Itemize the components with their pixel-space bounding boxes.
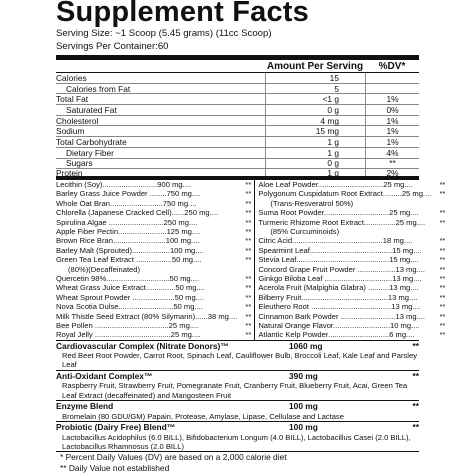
nutrient-table (56, 73, 419, 180)
supplement-facts-panel (56, 0, 446, 473)
ingredient-column-left (56, 180, 255, 340)
nutrient-row (56, 73, 419, 84)
nutrient-name: Dietary Fiber (66, 147, 114, 158)
ingredient-text: Natural Orange Flavor...........................10 mg.... (258, 320, 420, 330)
nutrient-name: Sodium (56, 126, 85, 137)
ingredient-row (258, 302, 445, 311)
ingredient-row (258, 330, 445, 339)
ingredient-row (258, 264, 445, 273)
blend-amount: 1060 mg (289, 340, 323, 351)
ingredient-text: Apple Fiber Pectin.......................125 mg.... (56, 227, 201, 237)
ingredient-row (56, 274, 251, 283)
nutrient-name: Protein (56, 167, 83, 178)
ingredient-dv-marker: ** (439, 292, 446, 302)
amount-header: Amount Per Serving (266, 60, 364, 72)
nutrient-name: Total Carbohydrate (56, 136, 127, 147)
blend-header (56, 401, 419, 412)
nutrient-amount: 1 g (265, 169, 365, 176)
blend-name: Enzyme Blend (56, 401, 114, 412)
ingredient-text: Polygonum Cuspidatum Root Extract.........25 mg.... (258, 189, 432, 199)
blend-dv-marker: ** (412, 340, 419, 351)
blend-name: Probiotic (Dairy Free) Blend™ (56, 422, 176, 433)
blend-header (56, 341, 419, 352)
servings-per-container: Servings Per Container:60 (56, 41, 169, 52)
nutrient-row (56, 116, 419, 127)
ingredient-row (258, 199, 445, 208)
ingredient-row (56, 283, 251, 292)
nutrient-name: Total Fat (56, 94, 89, 105)
nutrient-amount: 5 (265, 84, 365, 94)
ingredient-text: Cinnamon Bark Powder ..........................13 mg.... (258, 311, 426, 321)
ingredient-text: Concord Grape Fruit Powder ..................13 mg.... (258, 264, 426, 274)
blend-contents: Bromelain (80 GDU/GM) Papain, Protease, Amylase, Lipase, Cellulase and Lactase (62, 411, 344, 421)
column-header (56, 60, 419, 73)
nutrient-name: Calories (56, 72, 87, 83)
ingredient-text: Lecithin (Soy)..........................900 mg.... (56, 180, 192, 190)
ingredient-text: Eleuthero Root ......................................13 mg.... (258, 302, 421, 312)
blend-amount: 390 mg (289, 371, 318, 382)
ingredient-dv-marker: ** (439, 208, 446, 218)
ingredient-dv-marker: ** (245, 330, 252, 340)
ingredient-dv-marker: ** (439, 311, 446, 321)
ingredient-row (56, 199, 251, 208)
label-title: Supplement Facts (56, 0, 309, 28)
ingredient-dv-marker: ** (439, 330, 446, 340)
ingredient-dv-marker: ** (245, 320, 252, 330)
ingredient-text: Citric Acid...........................................18 mg.... (258, 236, 413, 246)
nutrient-dv: 0% (365, 105, 419, 115)
ingredient-dv-marker: ** (245, 311, 252, 321)
nutrient-amount: 4 mg (265, 116, 365, 126)
ingredient-row (56, 302, 251, 311)
ingredient-text: Bilberry Fruit.........................................13 mg.... (258, 292, 418, 302)
blend-header (56, 371, 419, 382)
blend-section (56, 401, 419, 422)
ingredient-row (56, 189, 251, 198)
ingredient-text: Barley Malt (Sprouted)..................100 mg.... (56, 245, 204, 255)
ingredient-grid (56, 180, 446, 341)
ingredient-row (56, 236, 251, 245)
ingredient-dv-marker: ** (439, 217, 446, 227)
ingredient-dv-marker: ** (245, 255, 252, 265)
ingredient-dv-marker: ** (245, 292, 252, 302)
ingredient-text: Bee Pollen ...................................25 mg.... (56, 320, 199, 330)
ingredient-row (56, 208, 251, 217)
blend-name: Cardiovascular Complex (Nitrate Donors)™ (56, 340, 229, 351)
ingredient-text: Ginkgo Biloba Leaf ................................13 mg.... (258, 273, 422, 283)
nutrient-row (56, 148, 419, 159)
ingredient-dv-marker: ** (439, 245, 446, 255)
blend-list (56, 341, 419, 453)
ingredient-dv-marker: ** (245, 236, 252, 246)
ingredient-dv-marker: ** (439, 283, 446, 293)
ingredient-dv-marker: ** (245, 227, 252, 237)
nutrient-dv: 1% (365, 94, 419, 104)
ingredient-row (56, 217, 251, 226)
ingredient-text: (85% Curcuminoids) (270, 227, 340, 237)
dv-header: %DV* (378, 60, 406, 72)
nutrient-dv: 1% (365, 126, 419, 136)
nutrient-dv: ** (365, 159, 419, 169)
ingredient-row (56, 330, 251, 339)
ingredient-text: Barley Grass Juice Powder ........750 mg.... (56, 189, 201, 199)
blend-contents: Raspberry Fruit, Strawberry Fruit, Pomegranate Fruit, Cranberry Fruit, Blueberry Fruit, Acai, Green Tea Leaf Extract (decaffeinated) and Mangosteen Fruit (62, 381, 408, 400)
ingredient-row (56, 321, 251, 330)
ingredient-dv-marker: ** (245, 180, 252, 190)
nutrient-name: Sugars (66, 158, 93, 169)
ingredient-row (258, 189, 445, 198)
nutrient-amount: 1 g (265, 148, 365, 158)
ingredient-row (56, 246, 251, 255)
blend-dv-marker: ** (412, 371, 419, 382)
nutrient-amount: 15 mg (265, 126, 365, 136)
ingredient-row (56, 227, 251, 236)
blend-section (56, 422, 419, 452)
ingredient-row (258, 180, 445, 189)
blend-amount: 100 mg (289, 401, 318, 412)
ingredient-text: Stevia Leaf............................................15 mg.... (258, 255, 419, 265)
serving-size: Serving Size: ~1 Scoop (5.45 grams) (11cc Scoop) (56, 28, 272, 39)
ingredient-dv-marker: ** (245, 198, 252, 208)
ingredient-dv-marker: ** (245, 208, 252, 218)
ingredient-row (258, 293, 445, 302)
ingredient-row (258, 283, 445, 292)
ingredient-text: Acerola Fruit (Malpighia Glabra) ..........13 mg.... (258, 283, 419, 293)
nutrient-amount: 0 g (265, 105, 365, 115)
ingredient-text: (80%)(Decaffeinated) (68, 264, 141, 274)
ingredient-row (56, 293, 251, 302)
ingredient-text: Wheat Sprout Powder ....................50 mg.... (56, 292, 205, 302)
footnote-not-established: ** Daily Value not established (60, 462, 170, 473)
nutrient-name: Calories from Fat (66, 83, 131, 94)
ingredient-dv-marker: ** (439, 236, 446, 246)
nutrient-amount: 0 g (265, 159, 365, 169)
ingredient-row (56, 255, 251, 264)
nutrient-row (56, 105, 419, 116)
ingredient-row (56, 180, 251, 189)
ingredient-row (258, 246, 445, 255)
ingredient-text: Milk Thistle Seed Extract (80% Silymarin)......38 mg.... (56, 311, 238, 321)
ingredient-text: Brown Rice Bran.........................100 mg.... (56, 236, 200, 246)
ingredient-row (258, 255, 445, 264)
blend-section (56, 371, 419, 401)
ingredient-text: Chlorella (Japanese Cracked Cell)......250 mg.... (56, 208, 219, 218)
ingredient-row (258, 321, 445, 330)
nutrient-row (56, 137, 419, 148)
ingredient-row (258, 274, 445, 283)
ingredient-row (56, 311, 251, 320)
blend-name: Anti-Oxidant Complex™ (56, 371, 153, 382)
ingredient-dv-marker: ** (245, 273, 252, 283)
ingredient-text: Aloe Leaf Powder...............................25 mg.... (258, 180, 413, 190)
ingredient-text: (Trans-Resveratrol 50%) (270, 198, 354, 208)
nutrient-row (56, 169, 419, 180)
nutrient-row (56, 126, 419, 137)
footnote-dv: * Percent Daily Values (DV) are based on a 2,000 calorie diet (60, 452, 287, 463)
ingredient-row (258, 236, 445, 245)
nutrient-row (56, 94, 419, 105)
ingredient-text: Whole Oat Bran.........................750 mg.... (56, 198, 197, 208)
blend-section (56, 341, 419, 371)
ingredient-dv-marker: ** (245, 302, 252, 312)
nutrient-dv: 2% (365, 169, 419, 176)
ingredient-row (258, 217, 445, 226)
ingredient-dv-marker: ** (439, 320, 446, 330)
blend-dv-marker: ** (412, 401, 419, 412)
ingredient-dv-marker: ** (439, 255, 446, 265)
ingredient-text: Spearmint Leaf.......................................15 mg.... (258, 245, 422, 255)
ingredient-row (56, 264, 251, 273)
nutrient-dv (365, 84, 419, 94)
blend-header (56, 422, 419, 433)
nutrient-name: Cholesterol (56, 115, 99, 126)
nutrient-amount: 1 g (265, 137, 365, 147)
ingredient-dv-marker: ** (439, 273, 446, 283)
blend-contents: Lactobacillus Acidophilus (6.0 BILL), Bifidobacterium Longum (4.0 BILL), Lactobacillus Casei (2.0 BILL), Lactobacillus Rhamnosus (2.0 BILL) (62, 432, 411, 451)
ingredient-row (258, 311, 445, 320)
blend-contents: Red Beet Root Powder, Carrot Root, Spinach Leaf, Cauliflower Bulb, Broccoli Leaf, Kale Leaf and Parsley Leaf (62, 351, 417, 370)
ingredient-text: Turmeric Rhizome Root Extract...............25 mg.... (258, 217, 426, 227)
blend-amount: 100 mg (289, 422, 318, 433)
nutrient-name: Saturated Fat (66, 104, 117, 115)
nutrient-row (56, 84, 419, 95)
nutrient-dv: 4% (365, 148, 419, 158)
blend-dv-marker: ** (412, 422, 419, 433)
ingredient-dv-marker: ** (439, 264, 446, 274)
ingredient-dv-marker: ** (439, 180, 446, 190)
ingredient-text: Green Tea Leaf Extract .................50 mg.... (56, 255, 202, 265)
nutrient-dv (365, 73, 419, 83)
ingredient-text: Nova Scotia Dulse..........................50 mg.... (56, 302, 203, 312)
ingredient-column-right (255, 180, 445, 340)
ingredient-text: Suma Root Powder...............................25 mg.... (258, 208, 419, 218)
ingredient-text: Atlantic Kelp Powder.............................6 mg.... (258, 330, 415, 340)
ingredient-dv-marker: ** (245, 217, 252, 227)
ingredient-dv-marker: ** (439, 302, 446, 312)
ingredient-text: Quercetin 98%..............................50 mg.... (56, 273, 200, 283)
nutrient-dv: 1% (365, 116, 419, 126)
ingredient-dv-marker: ** (245, 245, 252, 255)
nutrient-amount: 15 (265, 73, 365, 83)
ingredient-dv-marker: ** (245, 189, 252, 199)
ingredient-text: Spirulina Algae ..........................250 mg.... (56, 217, 198, 227)
nutrient-amount: <1 g (265, 94, 365, 104)
ingredient-text: Wheat Grass Juice Extract..............50 mg.... (56, 283, 205, 293)
ingredient-dv-marker: ** (439, 189, 446, 199)
ingredient-dv-marker: ** (245, 283, 252, 293)
ingredient-text: Royal Jelly ....................................25 mg.... (56, 330, 201, 340)
ingredient-row (258, 227, 445, 236)
nutrient-dv: 1% (365, 137, 419, 147)
ingredient-row (258, 208, 445, 217)
